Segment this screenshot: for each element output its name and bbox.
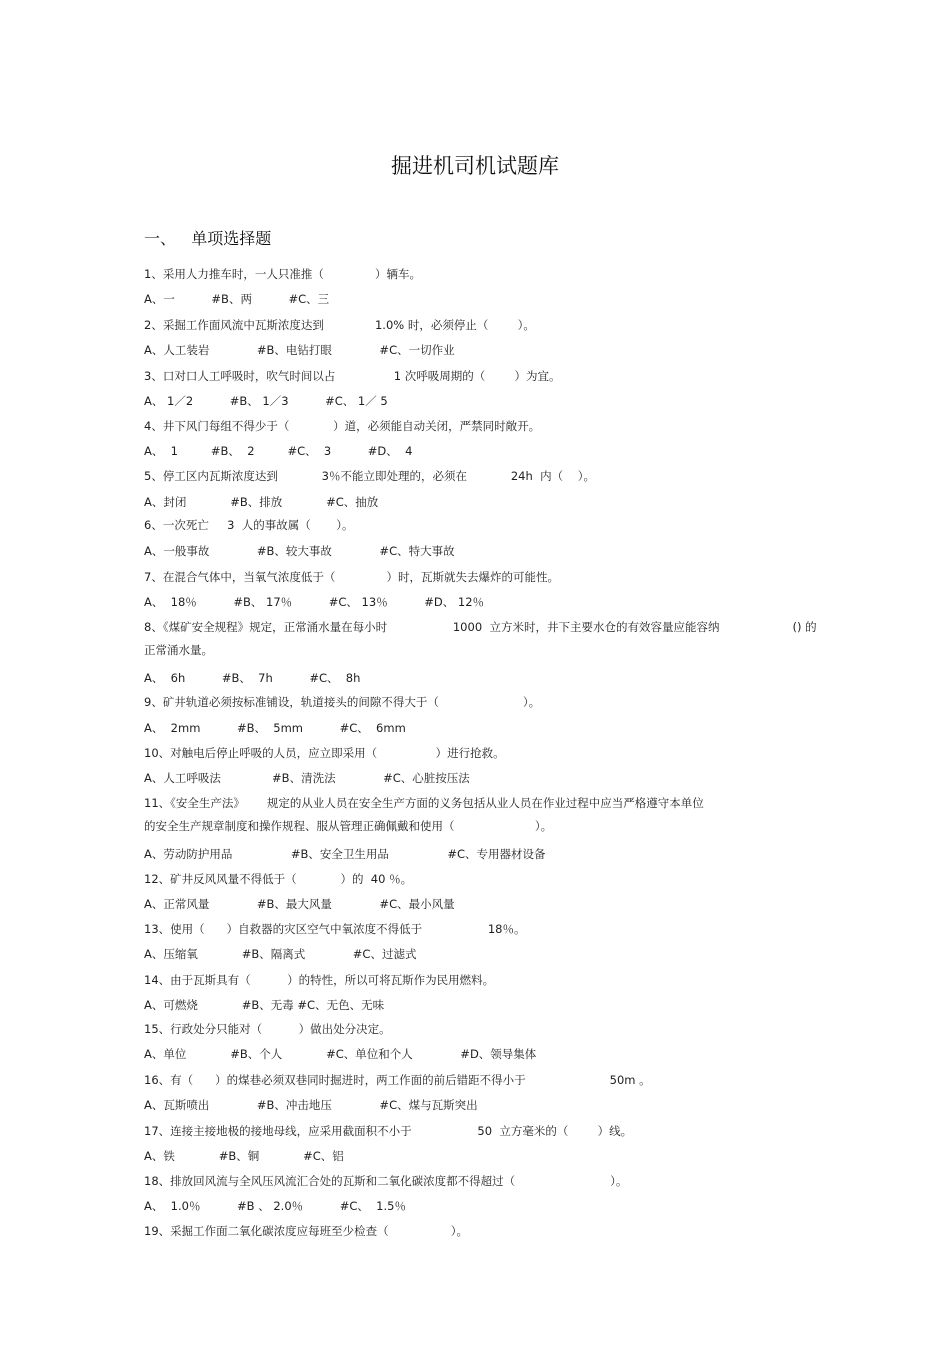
options-line: A、 6h #B、 7h #C、 8h <box>144 671 361 685</box>
options-line: A、 1 #B、 2 #C、 3 #D、 4 <box>144 444 413 458</box>
question-line: 15、行政处分只能对（ ）做出处分决定。 <box>144 1022 391 1036</box>
question-line: 19、采掘工作面二氧化碳浓度应每班至少检查（ ）。 <box>144 1224 469 1238</box>
question-line: 6、一次死亡 3 人的事故属（ ）。 <box>144 518 354 532</box>
question-line: 14、由于瓦斯具有（ ）的特性，所以可将瓦斯作为民用燃料。 <box>144 973 495 987</box>
options-line: A、封闭 #B、排放 #C、抽放 <box>144 495 379 509</box>
options-line: A、 2mm #B、 5mm #C、 6mm <box>144 721 406 735</box>
options-line: A、劳动防护用品 #B、安全卫生用品 #C、专用器材设备 <box>144 847 546 861</box>
options-line: A、 1／2 #B、 1／3 #C、 1／ 5 <box>144 394 388 408</box>
question-line: 17、连接主接地极的接地母线，应采用截面积不小于 50 立方毫米的（ ）线。 <box>144 1124 633 1138</box>
options-line: A、一 #B、两 #C、三 <box>144 292 330 306</box>
options-line: A、单位 #B、个人 #C、单位和个人 #D、领导集体 <box>144 1047 537 1061</box>
options-line: A、可燃烧 #B、无毒 #C、无色、无味 <box>144 998 385 1012</box>
question-line: 9、矿井轨道必须按标准铺设，轨道接头的间隙不得大于（ ）。 <box>144 695 541 709</box>
options-line: A、 1.0％ #B 、 2.0％ #C、 1.5％ <box>144 1199 406 1213</box>
question-line: 2、采掘工作面风流中瓦斯浓度达到 1.0% 时，必须停止（ ）。 <box>144 318 535 332</box>
options-line: A、压缩氧 #B、隔离式 #C、过滤式 <box>144 947 417 961</box>
question-line: 1、采用人力推车时，一人只准推（ ）辆车。 <box>144 267 421 281</box>
options-line: A、铁 #B、铜 #C、铝 <box>144 1149 344 1163</box>
question-line-continued: 的安全生产规章制度和操作规程、服从管理正确佩戴和使用（ ）。 <box>144 819 553 833</box>
options-line: A、瓦斯喷出 #B、冲击地压 #C、煤与瓦斯突出 <box>144 1098 478 1112</box>
question-line: 10、对触电后停止呼吸的人员，应立即采用（ ）进行抢救。 <box>144 746 505 760</box>
question-line: 5、停工区内瓦斯浓度达到 3％不能立即处理的，必须在 24h 内（ ）。 <box>144 469 595 483</box>
question-line: 12、矿井反风风量不得低于（ ）的 40 ％。 <box>144 872 413 886</box>
question-line: 11、《安全生产法》 规定的从业人员在安全生产方面的义务包括从业人员在作业过程中应当严格遵守本单位 <box>144 796 704 810</box>
document-title: 掘进机司机试题库 <box>391 154 559 178</box>
question-line: 18、排放回风流与全风压风流汇合处的瓦斯和二氧化碳浓度都不得超过（ ）。 <box>144 1174 628 1188</box>
question-line: 16、有（ ）的煤巷必须双巷同时掘进时，两工作面的前后错距不得小于 50m 。 <box>144 1073 651 1087</box>
options-line: A、 18％ #B、 17％ #C、 13％ #D、 12％ <box>144 595 485 609</box>
section-heading: 一、 单项选择题 <box>144 229 272 248</box>
question-line-continued: 正常涌水量。 <box>144 643 213 657</box>
question-line: 4、井下风门每组不得少于（ ）道，必须能自动关闭，严禁同时敞开。 <box>144 419 541 433</box>
question-line: 3、口对口人工呼吸时，吹气时间以占 1 次呼吸周期的（ ）为宜。 <box>144 369 561 383</box>
options-line: A、一般事故 #B、较大事故 #C、特大事故 <box>144 544 455 558</box>
options-line: A、人工装岩 #B、电钻打眼 #C、一切作业 <box>144 343 455 357</box>
question-line: 13、使用（ ）自救器的灾区空气中氧浓度不得低于 18％。 <box>144 922 526 936</box>
question-line: 7、在混合气体中，当氧气浓度低于（ ）时，瓦斯就失去爆炸的可能性。 <box>144 570 559 584</box>
question-line: 8、《煤矿安全规程》规定，正常涌水量在每小时 1000 立方米时，井下主要水仓的有效容量应能容纳 () 的 <box>144 620 817 634</box>
options-line: A、正常风量 #B、最大风量 #C、最小风量 <box>144 897 455 911</box>
options-line: A、人工呼吸法 #B、清洗法 #C、心脏按压法 <box>144 771 470 785</box>
